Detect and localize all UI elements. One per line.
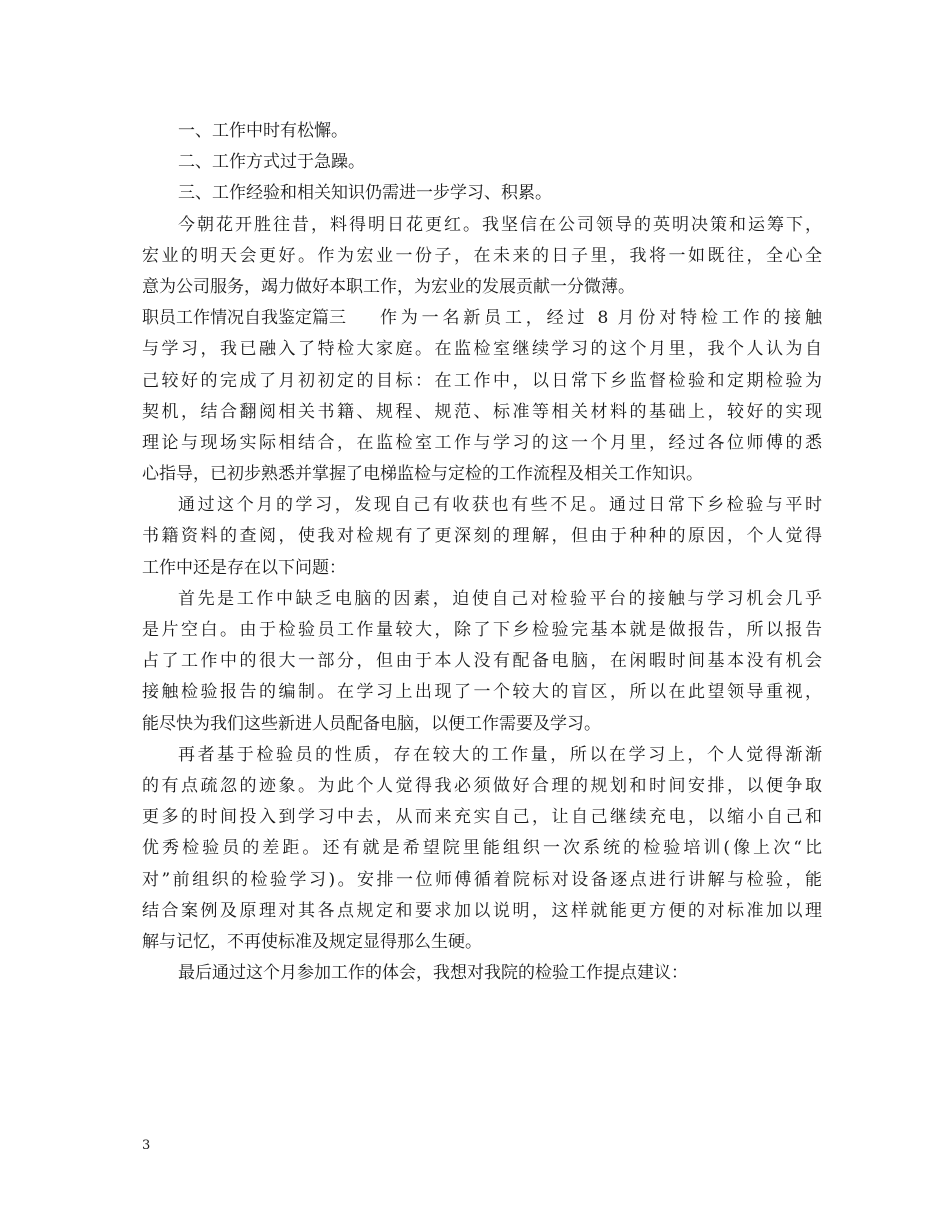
paragraph-line: 理论与现场实际相结合，在监检室工作与学习的这一个月里，经过各位师傅的悉 <box>142 432 822 453</box>
paragraph-line: 宏业的明天会更好。作为宏业一份子，在未来的日子里，我将一如既往，全心全 <box>142 245 822 266</box>
paragraph-line: 工作中还是存在以下问题： <box>142 557 346 578</box>
paragraph-line: 更多的时间投入到学习中去，从而来充实自己，让自己继续充电，以缩小自己和 <box>142 807 822 828</box>
paragraph-line: 作为一名新员工，经过 8 月份对特检工作的接触 <box>380 308 822 329</box>
paragraph-line: 今朝花开胜往昔，料得明日花更红。我坚信在公司领导的英明决策和运筹下， <box>178 214 822 235</box>
document-body <box>142 116 822 989</box>
paragraph-line: 首先是工作中缺乏电脑的因素，迫使自己对检验平台的接触与学习机会几乎 <box>178 588 822 609</box>
paragraph-line: 与学习，我已融入了特检大家庭。在监检室继续学习的这个月里，我个人认为自 <box>142 339 822 360</box>
list-item-2: 二、工作方式过于急躁。 <box>178 152 365 173</box>
paragraph-line: 契机，结合翻阅相关书籍、规程、规范、标准等相关材料的基础上，较好的实现 <box>142 401 822 422</box>
paragraph-line: 结合案例及原理对其各点规定和要求加以说明，这样就能更方便的对标准加以理 <box>142 900 822 921</box>
paragraph-line: 意为公司服务，竭力做好本职工作，为宏业的发展贡献一分微薄。 <box>142 276 635 297</box>
paragraph-line: 是片空白。由于检验员工作量较大，除了下乡检验完基本就是做报告，所以报告 <box>142 620 822 640</box>
paragraph-line: 优秀检验员的差距。还有就是希望院里能组织一次系统的检验培训(像上次“比 <box>142 838 822 859</box>
paragraph-line: 己较好的完成了月初初定的目标：在工作中，以日常下乡监督检验和定期检验为 <box>142 370 822 391</box>
paragraph-line: 的有点疏忽的迹象。为此个人觉得我必须做好合理的规划和时间安排，以便争取 <box>142 775 822 796</box>
paragraph-line: 占了工作中的很大一部分，但由于本人没有配备电脑，在闲暇时间基本没有机会 <box>142 651 822 672</box>
paragraph-line: 能尽快为我们这些新进人员配备电脑，以便工作需要及学习。 <box>142 713 601 734</box>
paragraph-line: 书籍资料的查阅，使我对检规有了更深刻的理解，但由于种种的原因，个人觉得 <box>142 526 822 547</box>
paragraph-line: 心指导，已初步熟悉并掌握了电梯监检与定检的工作流程及相关工作知识。 <box>142 464 703 485</box>
list-item-1: 一、工作中时有松懈。 <box>178 121 348 141</box>
list-item-3: 三、工作经验和相关知识仍需进一步学习、积累。 <box>178 183 552 204</box>
section-heading-line <box>142 303 822 334</box>
paragraph-line: 对”前组织的检验学习)。安排一位师傅循着院标对设备逐点进行讲解与检验，能 <box>142 869 822 890</box>
paragraph-line: 再者基于检验员的性质，存在较大的工作量，所以在学习上，个人觉得渐渐 <box>178 744 822 765</box>
paragraph-line: 通过这个月的学习，发现自己有收获也有些不足。通过日常下乡检验与平时 <box>178 495 822 516</box>
paragraph-line: 解与记忆，不再使标准及规定显得那么生硬。 <box>142 931 482 952</box>
page-number: 3 <box>142 1138 151 1153</box>
paragraph-line: 接触检验报告的编制。在学习上出现了一个较大的盲区，所以在此望领导重视， <box>142 682 822 703</box>
paragraph-line: 最后通过这个月参加工作的体会，我想对我院的检验工作提点建议： <box>178 963 688 984</box>
section-title: 职员工作情况自我鉴定篇三 <box>142 308 346 329</box>
